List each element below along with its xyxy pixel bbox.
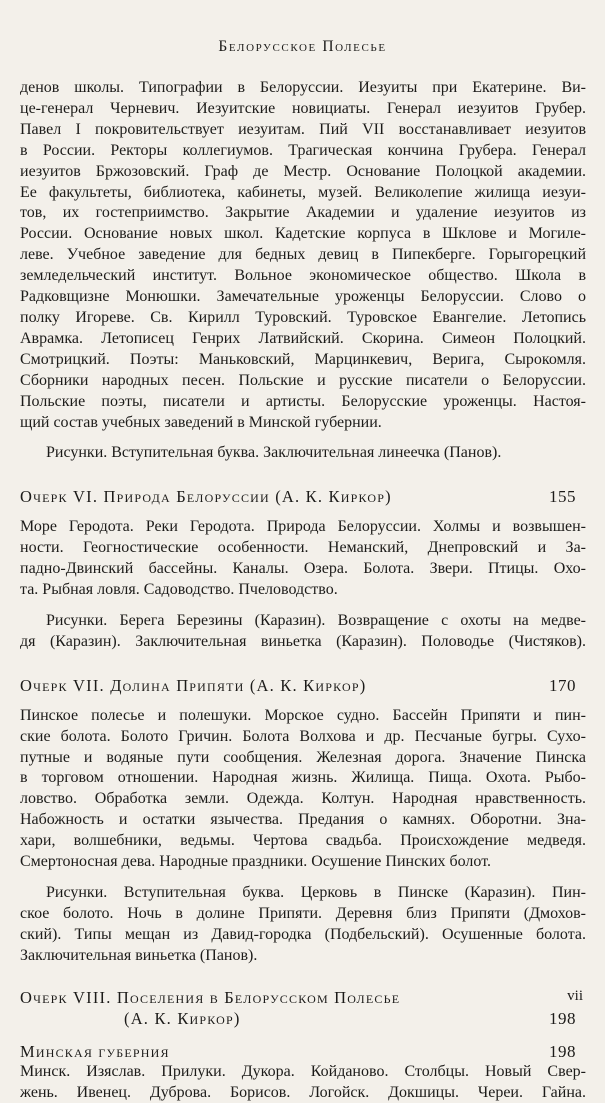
- text-line: Сборники народных песен. Польские и русские писатели о Белоруссии.: [20, 371, 586, 389]
- illustrations-list: [20, 883, 586, 967]
- page-number: 198: [549, 1041, 576, 1061]
- text-line: Море Геродота. Реки Геродота. Природа Белоруссии. Холмы и возвышен-: [20, 518, 586, 536]
- text-line: денов школы. Типографии в Белоруссии. Иезуиты при Екатерине. Ви-: [20, 79, 586, 96]
- text-line: в России. Ректоры коллегиумов. Трагическая кончина Грубера. Генерал: [20, 141, 586, 159]
- text-line: ское болото. Ночь в долине Припяти. Деревня близ Припяти (Дмохов-: [20, 904, 586, 922]
- text-line: це-генерал Черневич. Иезуитские новициаты. Генерал иезуитов Грубер.: [20, 99, 586, 117]
- text-line: России. Основание новых школ. Кадетские корпуса в Шклове и Могиле-: [20, 225, 586, 243]
- running-head: Белорусское Полесье: [218, 38, 387, 55]
- text-line: Заключительная виньетка (Панов).: [20, 946, 258, 964]
- paragraph-chapter-7: [20, 706, 586, 873]
- text-line: путные и водяные пути сообщения. Железная дорога. Значение Пинска: [20, 748, 586, 766]
- chapter-heading-8-author: [20, 1008, 586, 1029]
- text-line: Радковщизне Монюшки. Замечательные уроженцы Белоруссии. Слово о: [20, 288, 586, 306]
- text-line: леве. Учебное заведение для бедных девиц в Пипекберге. Горыгорецкий: [20, 246, 586, 264]
- text-line: жень. Ивенец. Дуброва. Борисов. Логойск. Докшицы. Череи. Гайна.: [20, 1083, 586, 1101]
- chapter-heading-8: [20, 987, 586, 1008]
- text-line: Пинское полесье и полешуки. Морское судно. Бассейн Припяти и пин-: [20, 706, 586, 724]
- text-line: тов, их гостеприимство. Закрытие Академии и удаление иезуитов из: [20, 204, 586, 222]
- text-line: ский). Типы мещан из Давид-городка (Подбельский). Осушенные болота.: [20, 925, 586, 943]
- paragraph-chapter-8: [20, 1062, 586, 1103]
- text-line: Рисунки. Берега Березины (Каразин). Возвращение с охоты на медве-: [46, 611, 586, 629]
- text-line: Смертоносная дева. Народные праздники. Осушение Пинских болот.: [20, 853, 491, 871]
- text-line: Рисунки. Вступительная буква. Церковь в Пинске (Каразин). Пин-: [46, 884, 586, 901]
- illustrations-list: [20, 611, 586, 653]
- text-line: иезуитов Бржозовский. Граф де Местр. Основание Полоцкой академии.: [20, 162, 586, 180]
- contents-block: [20, 78, 586, 1103]
- text-line: Ее факультеты, библиотека, кабинеты, музей. Великолепие жилища иезуи-: [20, 183, 586, 201]
- text-line: ловство. Обработка земли. Одежда. Колтун. Народная нравственность.: [20, 790, 586, 808]
- text-line: Аврамка. Летописец Генрих Латвийский. Скорина. Симеон Полоцкий.: [20, 329, 586, 347]
- text-line: Минск. Изяслав. Прилуки. Дукора. Койданово. Столбцы. Новый Свер-: [20, 1062, 586, 1080]
- chapter-author: (А. К. Киркор): [124, 1008, 241, 1028]
- text-line: щий состав учебных заведений в Минской губернии.: [20, 413, 382, 431]
- illustrations-list: [20, 443, 586, 464]
- chapter-heading-7: [20, 675, 586, 696]
- text-line: земледельческий институт. Вольное экономическое общество. Школа в: [20, 267, 586, 285]
- paragraph-chapter-6: [20, 517, 586, 601]
- paragraph-school-history: [20, 78, 586, 433]
- page-number: 198: [549, 1008, 576, 1028]
- section-heading-minsk: [20, 1041, 586, 1062]
- text-line: та. Рыбная ловля. Садоводство. Пчеловодство.: [20, 581, 338, 599]
- text-line: Набожность и остатки язычества. Предания о камнях. Оборотни. Зна-: [20, 811, 586, 829]
- text-line: в торговом отношении. Народная жизнь. Жилища. Пища. Охота. Рыбо-: [20, 769, 586, 787]
- chapter-title: Очерк VIII. Поселения в Белорусском Полесье: [20, 987, 401, 1007]
- text-line: ские болота. Болото Гричин. Болота Волхова и др. Песчаные бугры. Сухо-: [20, 727, 586, 745]
- text-line: Рисунки. Вступительная буква. Заключительная линеечка (Панов).: [46, 444, 502, 462]
- text-line: Польские поэты, писатели и артисты. Белорусские уроженцы. Настоя-: [20, 392, 586, 410]
- page-folio: vii: [567, 988, 583, 1004]
- chapter-title: Очерк VI. Природа Белоруссии (А. К. Киркор): [20, 487, 392, 507]
- text-line: падно-Двинский бассейны. Каналы. Озера. Болота. Звери. Птицы. Охо-: [20, 560, 586, 578]
- text-line: полку Игореве. Св. Кирилл Туровский. Туровское Евангелие. Летопись: [20, 308, 586, 326]
- chapter-heading-6: [20, 486, 586, 507]
- page-number: 170: [549, 675, 576, 695]
- page-number: 155: [549, 487, 576, 507]
- text-line: Павел I покровительствует иезуитам. Пий VII восстанавливает иезуитов: [20, 120, 586, 138]
- chapter-title: Очерк VII. Долина Припяти (А. К. Киркор): [20, 675, 367, 695]
- text-line: ности. Геогностические особенности. Неманский, Днепровский и За-: [20, 539, 586, 557]
- text-line: дя (Каразин). Заключительная виньетка (Каразин). Половодье (Чистяков).: [20, 632, 586, 650]
- text-line: хари, волшебники, ведьмы. Чертова свадьба. Происхождение медведя.: [20, 832, 586, 850]
- text-line: Смотрицкий. Поэты: Маньковский, Марцинкевич, Верига, Сырокомля.: [20, 350, 586, 368]
- section-title: Минская губерния: [20, 1041, 170, 1061]
